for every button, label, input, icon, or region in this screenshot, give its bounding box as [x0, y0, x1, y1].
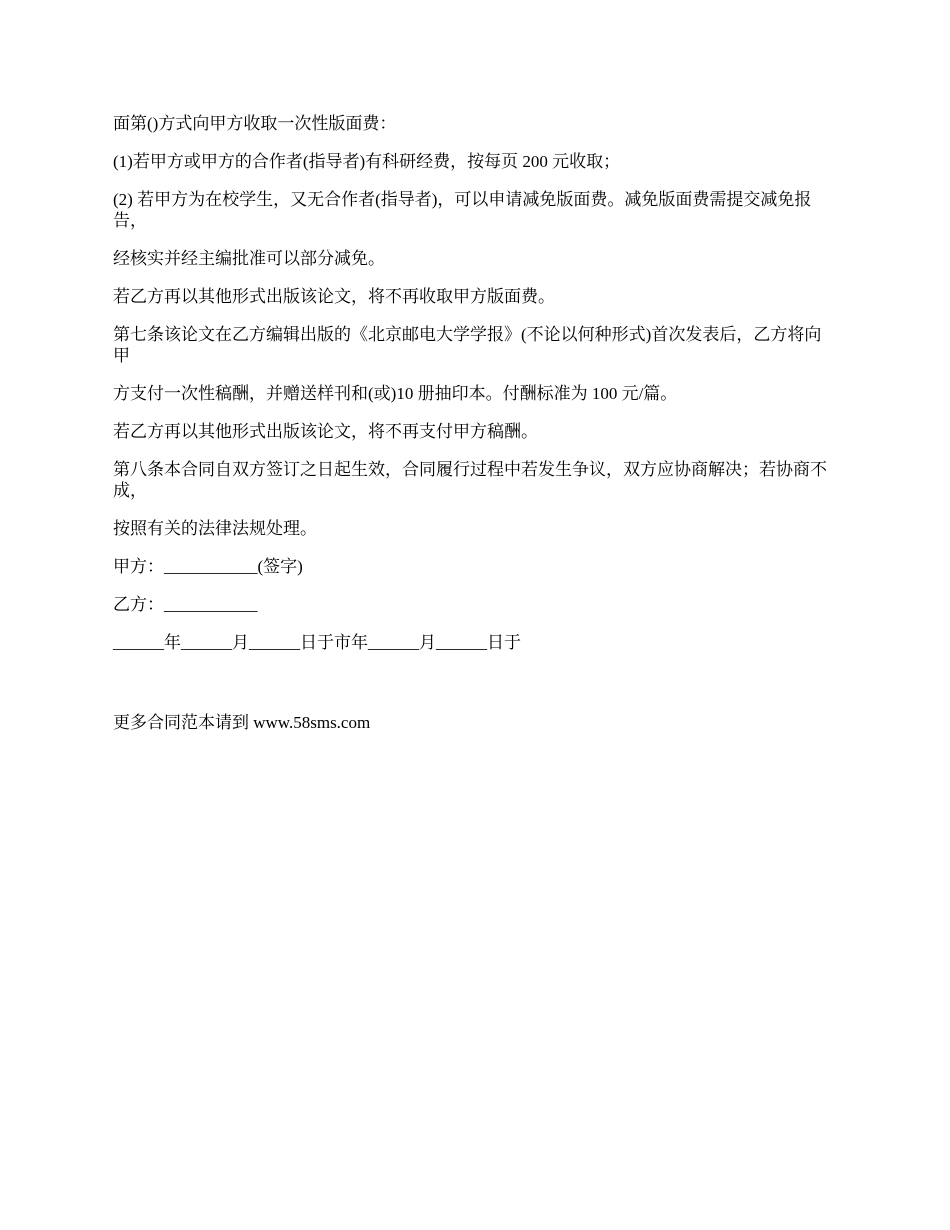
paragraph-fee-approval: 经核实并经主编批准可以部分减免。	[113, 249, 385, 268]
paragraph-legal: 按照有关的法律法规处理。	[113, 519, 317, 538]
paragraph-fee-method: 面第()方式向甲方收取一次性版面费：	[113, 114, 397, 133]
signature-party-a: 甲方：___________(签字)	[113, 557, 303, 576]
paragraph-article-7: 第七条该论文在乙方编辑出版的《北京邮电大学学报》(不论以何种形式)首次发表后，乙方将向甲	[113, 325, 822, 365]
paragraph-article-8: 第八条本合同自双方签订之日起生效，合同履行过程中若发生争议，双方应协商解决；若协商不成，	[113, 460, 827, 500]
date-line: ______年______月______日于市年______月______日于	[113, 633, 521, 652]
footer-note: 更多合同范本请到 www.58sms.com	[113, 713, 371, 732]
paragraph-fee-rule-1: (1)若甲方或甲方的合作者(指导者)有科研经费，按每页 200 元收取；	[113, 152, 621, 171]
paragraph-remuneration: 方支付一次性稿酬，并赠送样刊和(或)10 册抽印本。付酬标准为 100 元/篇。	[113, 384, 678, 403]
paragraph-no-remuneration-republish: 若乙方再以其他形式出版该论文，将不再支付甲方稿酬。	[113, 422, 538, 441]
spacer	[113, 670, 838, 712]
paragraph-no-fee-republish: 若乙方再以其他形式出版该论文，将不再收取甲方版面费。	[113, 287, 555, 306]
document-body	[113, 113, 838, 750]
signature-party-b: 乙方：___________	[113, 595, 258, 614]
paragraph-fee-rule-2: (2) 若甲方为在校学生，又无合作者(指导者)，可以申请减免版面费。减免版面费需提交减免报告，	[113, 190, 812, 230]
